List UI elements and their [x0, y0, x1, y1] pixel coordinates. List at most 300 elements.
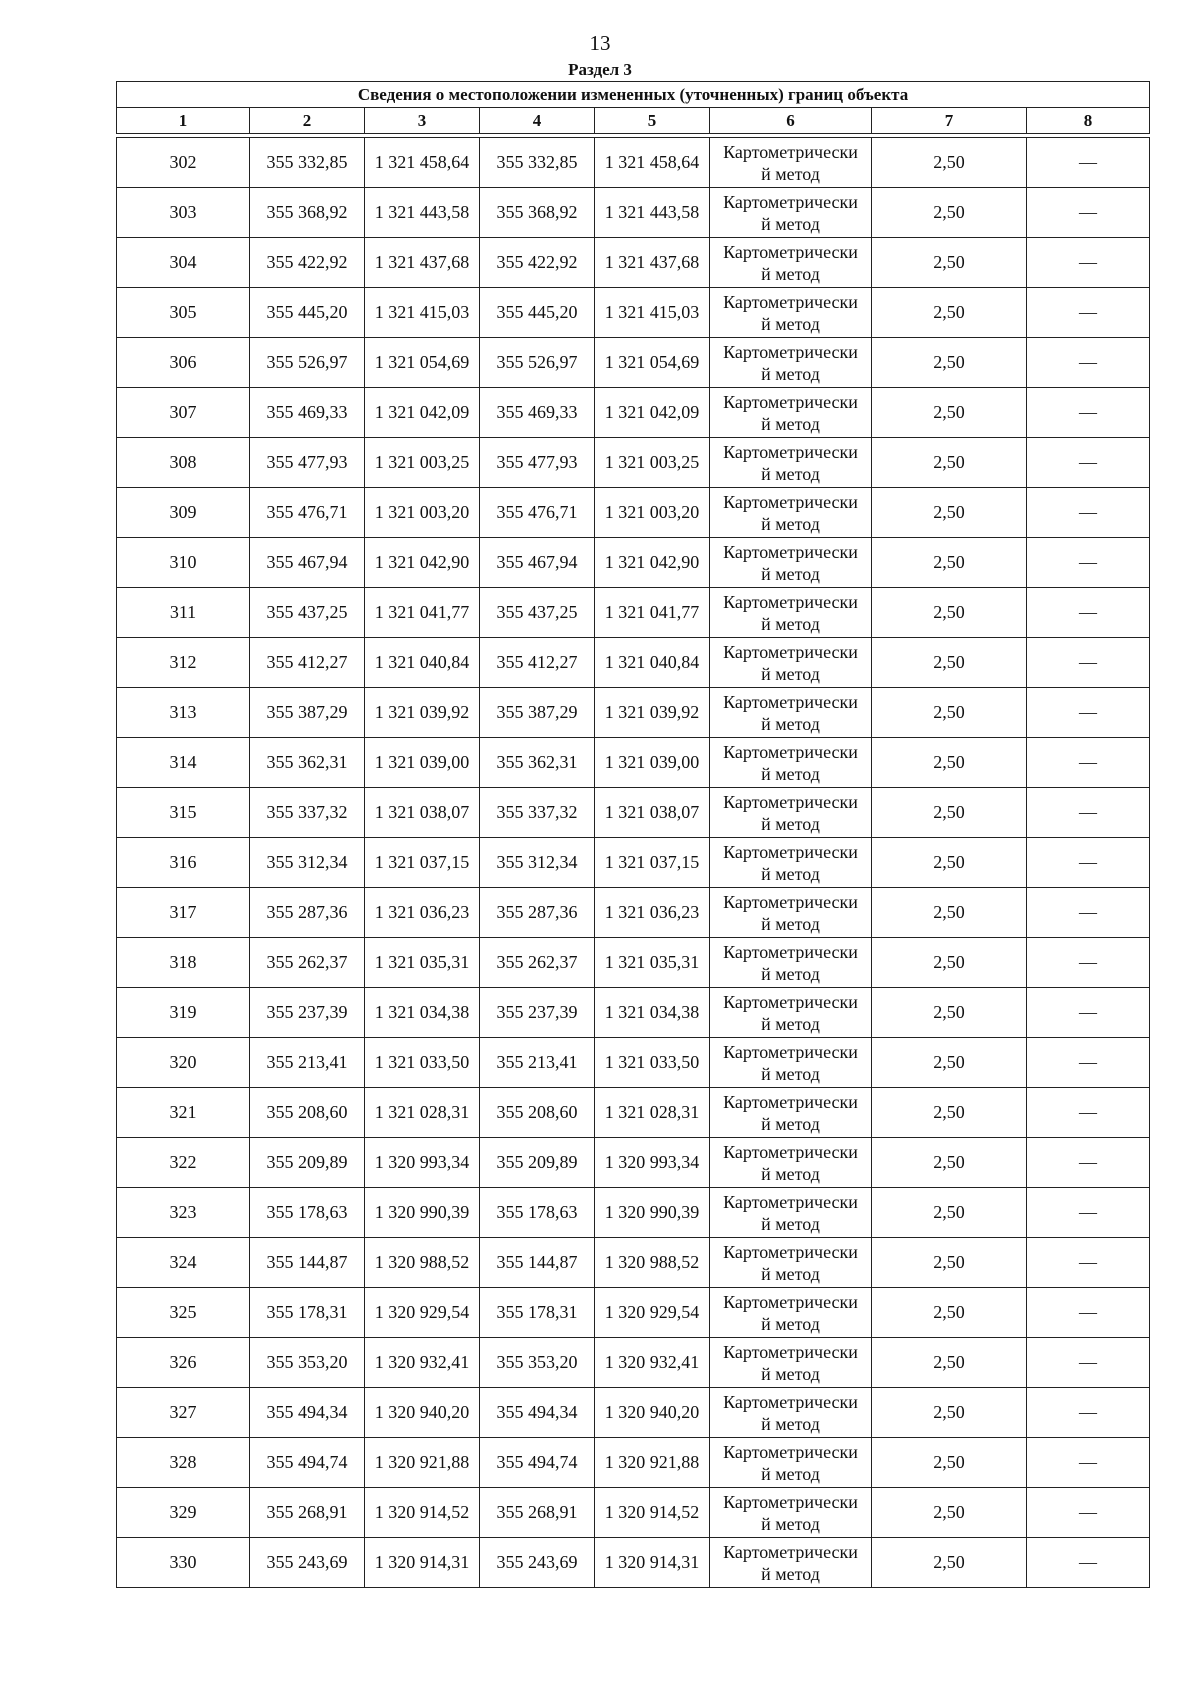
x-refined-cell: 355 437,25: [480, 588, 595, 638]
description-cell: —: [1027, 988, 1150, 1038]
method-cell: [710, 738, 872, 788]
x-existing-cell: 355 209,89: [250, 1138, 365, 1188]
y-refined-cell: 1 321 041,77: [595, 588, 710, 638]
method-line: Картометрически: [723, 1291, 858, 1312]
method-line: й метод: [761, 163, 820, 184]
x-refined-cell: 355 332,85: [480, 138, 595, 188]
accuracy-cell: 2,50: [872, 838, 1027, 888]
method-line: й метод: [761, 613, 820, 634]
column-number: 2: [250, 108, 365, 134]
x-refined-cell: 355 467,94: [480, 538, 595, 588]
point-number-cell: 304: [117, 238, 250, 288]
table-row: [117, 688, 1150, 738]
y-existing-cell: 1 320 929,54: [365, 1288, 480, 1338]
method-cell: [710, 1138, 872, 1188]
method-line: й метод: [761, 1563, 820, 1584]
point-number-cell: 312: [117, 638, 250, 688]
method-line: й метод: [761, 1063, 820, 1084]
x-existing-cell: 355 437,25: [250, 588, 365, 638]
description-cell: —: [1027, 1088, 1150, 1138]
y-existing-cell: 1 320 921,88: [365, 1438, 480, 1488]
column-number: 4: [480, 108, 595, 134]
description-cell: —: [1027, 888, 1150, 938]
method-line: й метод: [761, 1213, 820, 1234]
description-cell: —: [1027, 238, 1150, 288]
description-cell: —: [1027, 788, 1150, 838]
accuracy-cell: 2,50: [872, 288, 1027, 338]
y-refined-cell: 1 320 990,39: [595, 1188, 710, 1238]
page-number: 13: [589, 31, 611, 55]
x-existing-cell: 355 387,29: [250, 688, 365, 738]
y-refined-cell: 1 321 054,69: [595, 338, 710, 388]
point-number-cell: 306: [117, 338, 250, 388]
y-existing-cell: 1 320 914,52: [365, 1488, 480, 1538]
method-line: й метод: [761, 1263, 820, 1284]
point-number-cell: 302: [117, 138, 250, 188]
y-refined-cell: 1 321 037,15: [595, 838, 710, 888]
y-refined-cell: 1 321 033,50: [595, 1038, 710, 1088]
method-cell: [710, 638, 872, 688]
description-cell: —: [1027, 338, 1150, 388]
column-number: 3: [365, 108, 480, 134]
accuracy-cell: 2,50: [872, 1338, 1027, 1388]
table-row: [117, 438, 1150, 488]
method-cell: [710, 338, 872, 388]
column-number: 6: [710, 108, 872, 134]
y-refined-cell: 1 320 988,52: [595, 1238, 710, 1288]
x-existing-cell: 355 412,27: [250, 638, 365, 688]
table-row: [117, 588, 1150, 638]
table-row: [117, 838, 1150, 888]
description-cell: —: [1027, 838, 1150, 888]
boundary-coordinates-table: [116, 81, 1150, 1588]
method-line: й метод: [761, 863, 820, 884]
method-cell: [710, 1438, 872, 1488]
point-number-cell: 309: [117, 488, 250, 538]
x-existing-cell: 355 362,31: [250, 738, 365, 788]
x-existing-cell: 355 268,91: [250, 1488, 365, 1538]
x-refined-cell: 355 387,29: [480, 688, 595, 738]
y-existing-cell: 1 320 990,39: [365, 1188, 480, 1238]
x-existing-cell: 355 178,63: [250, 1188, 365, 1238]
x-refined-cell: 355 477,93: [480, 438, 595, 488]
accuracy-cell: 2,50: [872, 188, 1027, 238]
y-existing-cell: 1 321 041,77: [365, 588, 480, 638]
method-cell: [710, 1288, 872, 1338]
method-cell: [710, 1488, 872, 1538]
point-number-cell: 324: [117, 1238, 250, 1288]
y-existing-cell: 1 321 033,50: [365, 1038, 480, 1088]
x-existing-cell: 355 178,31: [250, 1288, 365, 1338]
method-cell: [710, 138, 872, 188]
x-existing-cell: 355 287,36: [250, 888, 365, 938]
table-row: [117, 988, 1150, 1038]
table-row: [117, 188, 1150, 238]
method-cell: [710, 238, 872, 288]
method-cell: [710, 938, 872, 988]
y-existing-cell: 1 320 988,52: [365, 1238, 480, 1288]
x-existing-cell: 355 422,92: [250, 238, 365, 288]
method-line: й метод: [761, 1163, 820, 1184]
method-line: й метод: [761, 663, 820, 684]
description-cell: —: [1027, 1438, 1150, 1488]
method-line: Картометрически: [723, 1041, 858, 1062]
column-number: 5: [595, 108, 710, 134]
method-line: Картометрически: [723, 291, 858, 312]
accuracy-cell: 2,50: [872, 1138, 1027, 1188]
y-refined-cell: 1 320 993,34: [595, 1138, 710, 1188]
method-cell: [710, 1188, 872, 1238]
method-line: й метод: [761, 913, 820, 934]
method-line: Картометрически: [723, 991, 858, 1012]
y-existing-cell: 1 320 993,34: [365, 1138, 480, 1188]
table-row: [117, 638, 1150, 688]
table-row: [117, 1438, 1150, 1488]
description-cell: —: [1027, 738, 1150, 788]
x-existing-cell: 355 477,93: [250, 438, 365, 488]
y-refined-cell: 1 320 929,54: [595, 1288, 710, 1338]
x-refined-cell: 355 494,34: [480, 1388, 595, 1438]
y-existing-cell: 1 321 028,31: [365, 1088, 480, 1138]
method-cell: [710, 1338, 872, 1388]
method-line: й метод: [761, 963, 820, 984]
method-cell: [710, 538, 872, 588]
accuracy-cell: 2,50: [872, 488, 1027, 538]
method-cell: [710, 788, 872, 838]
y-existing-cell: 1 321 437,68: [365, 238, 480, 288]
description-cell: —: [1027, 588, 1150, 638]
table-body: [117, 138, 1150, 1588]
x-refined-cell: 355 494,74: [480, 1438, 595, 1488]
method-line: Картометрически: [723, 791, 858, 812]
point-number-cell: 328: [117, 1438, 250, 1488]
y-refined-cell: 1 321 039,92: [595, 688, 710, 738]
method-line: й метод: [761, 513, 820, 534]
accuracy-cell: 2,50: [872, 1488, 1027, 1538]
accuracy-cell: 2,50: [872, 888, 1027, 938]
y-existing-cell: 1 321 003,25: [365, 438, 480, 488]
method-cell: [710, 488, 872, 538]
method-line: й метод: [761, 313, 820, 334]
method-line: Картометрически: [723, 1141, 858, 1162]
y-existing-cell: 1 321 039,92: [365, 688, 480, 738]
x-existing-cell: 355 262,37: [250, 938, 365, 988]
accuracy-cell: 2,50: [872, 1038, 1027, 1088]
point-number-cell: 305: [117, 288, 250, 338]
method-line: й метод: [761, 813, 820, 834]
point-number-cell: 319: [117, 988, 250, 1038]
method-line: й метод: [761, 463, 820, 484]
description-cell: —: [1027, 638, 1150, 688]
method-line: Картометрически: [723, 641, 858, 662]
y-existing-cell: 1 321 035,31: [365, 938, 480, 988]
accuracy-cell: 2,50: [872, 1088, 1027, 1138]
description-cell: —: [1027, 1538, 1150, 1588]
description-cell: —: [1027, 438, 1150, 488]
x-existing-cell: 355 208,60: [250, 1088, 365, 1138]
column-number: 8: [1027, 108, 1150, 134]
accuracy-cell: 2,50: [872, 988, 1027, 1038]
method-line: й метод: [761, 413, 820, 434]
x-refined-cell: 355 526,97: [480, 338, 595, 388]
method-line: Картометрически: [723, 1441, 858, 1462]
x-existing-cell: 355 243,69: [250, 1538, 365, 1588]
point-number-cell: 307: [117, 388, 250, 438]
x-existing-cell: 355 469,33: [250, 388, 365, 438]
x-existing-cell: 355 467,94: [250, 538, 365, 588]
accuracy-cell: 2,50: [872, 138, 1027, 188]
y-refined-cell: 1 321 458,64: [595, 138, 710, 188]
method-line: й метод: [761, 763, 820, 784]
y-refined-cell: 1 321 003,25: [595, 438, 710, 488]
x-refined-cell: 355 178,63: [480, 1188, 595, 1238]
accuracy-cell: 2,50: [872, 638, 1027, 688]
table-row: [117, 538, 1150, 588]
y-refined-cell: 1 321 028,31: [595, 1088, 710, 1138]
x-refined-cell: 355 422,92: [480, 238, 595, 288]
method-line: Картометрически: [723, 391, 858, 412]
table-row: [117, 488, 1150, 538]
y-existing-cell: 1 321 054,69: [365, 338, 480, 388]
x-existing-cell: 355 332,85: [250, 138, 365, 188]
description-cell: —: [1027, 488, 1150, 538]
method-line: й метод: [761, 1113, 820, 1134]
accuracy-cell: 2,50: [872, 588, 1027, 638]
method-cell: [710, 188, 872, 238]
method-cell: [710, 1038, 872, 1088]
description-cell: —: [1027, 388, 1150, 438]
x-refined-cell: 355 213,41: [480, 1038, 595, 1088]
y-existing-cell: 1 321 415,03: [365, 288, 480, 338]
y-existing-cell: 1 321 039,00: [365, 738, 480, 788]
description-cell: —: [1027, 1138, 1150, 1188]
method-line: Картометрически: [723, 491, 858, 512]
method-line: й метод: [761, 1413, 820, 1434]
point-number-cell: 327: [117, 1388, 250, 1438]
method-cell: [710, 688, 872, 738]
method-line: Картометрически: [723, 741, 858, 762]
method-cell: [710, 588, 872, 638]
x-existing-cell: 355 445,20: [250, 288, 365, 338]
method-cell: [710, 838, 872, 888]
point-number-cell: 325: [117, 1288, 250, 1338]
method-cell: [710, 1388, 872, 1438]
x-refined-cell: 355 262,37: [480, 938, 595, 988]
x-refined-cell: 355 445,20: [480, 288, 595, 338]
table-row: [117, 238, 1150, 288]
y-existing-cell: 1 321 037,15: [365, 838, 480, 888]
table-row: [117, 1188, 1150, 1238]
method-line: й метод: [761, 363, 820, 384]
description-cell: —: [1027, 1488, 1150, 1538]
x-refined-cell: 355 144,87: [480, 1238, 595, 1288]
method-line: й метод: [761, 1513, 820, 1534]
method-line: Картометрически: [723, 191, 858, 212]
column-number: 1: [117, 108, 250, 134]
method-line: Картометрически: [723, 1241, 858, 1262]
y-refined-cell: 1 321 003,20: [595, 488, 710, 538]
y-existing-cell: 1 320 932,41: [365, 1338, 480, 1388]
table-row: [117, 1088, 1150, 1138]
point-number-cell: 322: [117, 1138, 250, 1188]
y-refined-cell: 1 320 932,41: [595, 1338, 710, 1388]
description-cell: —: [1027, 288, 1150, 338]
point-number-cell: 330: [117, 1538, 250, 1588]
y-refined-cell: 1 320 914,31: [595, 1538, 710, 1588]
column-number: 7: [872, 108, 1027, 134]
description-cell: —: [1027, 1288, 1150, 1338]
accuracy-cell: 2,50: [872, 1288, 1027, 1338]
accuracy-cell: 2,50: [872, 1438, 1027, 1488]
table-row: [117, 388, 1150, 438]
x-refined-cell: 355 268,91: [480, 1488, 595, 1538]
method-line: Картометрически: [723, 1191, 858, 1212]
x-refined-cell: 355 243,69: [480, 1538, 595, 1588]
x-refined-cell: 355 476,71: [480, 488, 595, 538]
accuracy-cell: 2,50: [872, 738, 1027, 788]
x-refined-cell: 355 469,33: [480, 388, 595, 438]
y-refined-cell: 1 321 034,38: [595, 988, 710, 1038]
y-existing-cell: 1 320 914,31: [365, 1538, 480, 1588]
y-existing-cell: 1 320 940,20: [365, 1388, 480, 1438]
accuracy-cell: 2,50: [872, 438, 1027, 488]
method-cell: [710, 1088, 872, 1138]
method-cell: [710, 1538, 872, 1588]
method-line: Картометрически: [723, 1341, 858, 1362]
table-row: [117, 888, 1150, 938]
method-line: Картометрически: [723, 141, 858, 162]
accuracy-cell: 2,50: [872, 338, 1027, 388]
table-row: [117, 338, 1150, 388]
point-number-cell: 314: [117, 738, 250, 788]
description-cell: —: [1027, 688, 1150, 738]
x-existing-cell: 355 144,87: [250, 1238, 365, 1288]
point-number-cell: 308: [117, 438, 250, 488]
method-cell: [710, 388, 872, 438]
table-row: [117, 1488, 1150, 1538]
column-number-row: [117, 108, 1150, 134]
x-existing-cell: 355 353,20: [250, 1338, 365, 1388]
method-line: й метод: [761, 563, 820, 584]
method-line: Картометрически: [723, 591, 858, 612]
method-cell: [710, 1238, 872, 1288]
method-line: Картометрически: [723, 241, 858, 262]
point-number-cell: 329: [117, 1488, 250, 1538]
method-line: й метод: [761, 1313, 820, 1334]
y-refined-cell: 1 320 940,20: [595, 1388, 710, 1438]
table-row: [117, 1138, 1150, 1188]
accuracy-cell: 2,50: [872, 238, 1027, 288]
method-line: Картометрически: [723, 1541, 858, 1562]
y-existing-cell: 1 321 038,07: [365, 788, 480, 838]
x-existing-cell: 355 476,71: [250, 488, 365, 538]
point-number-cell: 317: [117, 888, 250, 938]
point-number-cell: 326: [117, 1338, 250, 1388]
point-number-cell: 315: [117, 788, 250, 838]
x-existing-cell: 355 312,34: [250, 838, 365, 888]
point-number-cell: 323: [117, 1188, 250, 1238]
method-line: Картометрически: [723, 1391, 858, 1412]
accuracy-cell: 2,50: [872, 688, 1027, 738]
table-row: [117, 788, 1150, 838]
section-title: Раздел 3: [568, 60, 632, 79]
description-cell: —: [1027, 1038, 1150, 1088]
y-refined-cell: 1 321 039,00: [595, 738, 710, 788]
accuracy-cell: 2,50: [872, 788, 1027, 838]
y-refined-cell: 1 321 415,03: [595, 288, 710, 338]
table-row: [117, 1538, 1150, 1588]
x-refined-cell: 355 237,39: [480, 988, 595, 1038]
y-existing-cell: 1 321 036,23: [365, 888, 480, 938]
y-refined-cell: 1 321 040,84: [595, 638, 710, 688]
point-number-cell: 311: [117, 588, 250, 638]
y-refined-cell: 1 321 036,23: [595, 888, 710, 938]
method-line: Картометрически: [723, 1491, 858, 1512]
y-existing-cell: 1 321 003,20: [365, 488, 480, 538]
x-existing-cell: 355 526,97: [250, 338, 365, 388]
y-existing-cell: 1 321 040,84: [365, 638, 480, 688]
y-refined-cell: 1 321 035,31: [595, 938, 710, 988]
accuracy-cell: 2,50: [872, 1238, 1027, 1288]
method-line: Картометрически: [723, 1091, 858, 1112]
x-existing-cell: 355 494,74: [250, 1438, 365, 1488]
accuracy-cell: 2,50: [872, 538, 1027, 588]
table-row: [117, 1238, 1150, 1288]
y-refined-cell: 1 321 437,68: [595, 238, 710, 288]
method-line: Картометрически: [723, 691, 858, 712]
y-existing-cell: 1 321 042,09: [365, 388, 480, 438]
point-number-cell: 321: [117, 1088, 250, 1138]
accuracy-cell: 2,50: [872, 1538, 1027, 1588]
description-cell: —: [1027, 938, 1150, 988]
method-line: Картометрически: [723, 441, 858, 462]
method-line: Картометрически: [723, 541, 858, 562]
x-refined-cell: 355 368,92: [480, 188, 595, 238]
x-refined-cell: 355 208,60: [480, 1088, 595, 1138]
x-existing-cell: 355 237,39: [250, 988, 365, 1038]
point-number-cell: 318: [117, 938, 250, 988]
method-line: Картометрически: [723, 891, 858, 912]
accuracy-cell: 2,50: [872, 1388, 1027, 1438]
accuracy-cell: 2,50: [872, 388, 1027, 438]
y-existing-cell: 1 321 458,64: [365, 138, 480, 188]
description-cell: —: [1027, 188, 1150, 238]
x-existing-cell: 355 494,34: [250, 1388, 365, 1438]
description-cell: —: [1027, 1388, 1150, 1438]
method-cell: [710, 438, 872, 488]
table-row: [117, 1288, 1150, 1338]
point-number-cell: 310: [117, 538, 250, 588]
x-refined-cell: 355 412,27: [480, 638, 595, 688]
point-number-cell: 313: [117, 688, 250, 738]
description-cell: —: [1027, 1238, 1150, 1288]
table-row: [117, 288, 1150, 338]
method-cell: [710, 288, 872, 338]
y-existing-cell: 1 321 443,58: [365, 188, 480, 238]
y-refined-cell: 1 320 914,52: [595, 1488, 710, 1538]
method-cell: [710, 888, 872, 938]
table-row: [117, 938, 1150, 988]
x-refined-cell: 355 353,20: [480, 1338, 595, 1388]
method-line: й метод: [761, 1363, 820, 1384]
table-row: [117, 1388, 1150, 1438]
point-number-cell: 303: [117, 188, 250, 238]
description-cell: —: [1027, 1188, 1150, 1238]
method-cell: [710, 988, 872, 1038]
method-line: й метод: [761, 263, 820, 284]
method-line: й метод: [761, 713, 820, 734]
method-line: Картометрически: [723, 341, 858, 362]
